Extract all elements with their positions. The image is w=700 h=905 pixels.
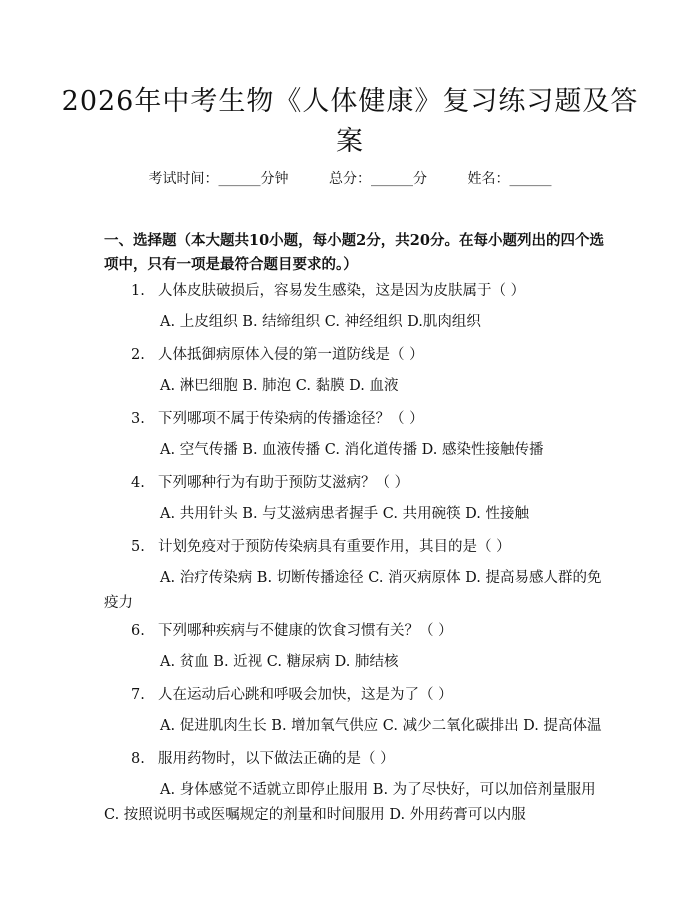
question-number: 1. [131,283,145,299]
question-6 [131,621,604,641]
question-number: 4. [131,475,145,491]
question-text: 计划免疫对于预防传染病具有重要作用，其目的是（ ） [158,539,511,555]
question-number: 3. [131,411,145,427]
question-number: 6. [131,623,145,639]
question-text: 下列哪项不属于传染病的传播途径？（ ） [158,411,424,427]
question-5-options: A. 治疗传染病 B. 切断传播途径 C. 消灭病原体 D. 提高易感人群的免疫力 [104,570,602,611]
question-6-options: A. 贫血 B. 近视 C. 糖尿病 D. 肺结核 [160,654,399,670]
question-7-options: A. 促进肌肉生长 B. 增加氧气供应 C. 减少二氧化碳排出 D. 提高体温 [160,718,602,734]
question-text: 人体抵御病原体入侵的第一道防线是（ ） [158,347,424,363]
question-text: 下列哪种行为有助于预防艾滋病？（ ） [158,475,410,491]
question-2-options: A. 淋巴细胞 B. 肺泡 C. 黏膜 D. 血液 [160,378,399,394]
question-text: 下列哪种疾病与不健康的饮食习惯有关？（ ） [158,623,453,639]
question-4 [131,473,604,493]
question-2 [131,345,604,365]
question-number: 8. [131,751,145,767]
page-title: 2026年中考生物《人体健康》复习练习题及答案 [61,86,639,157]
question-5 [131,537,604,557]
question-3 [131,409,604,429]
exam-time-field: 考试时间：______分钟 [148,171,289,187]
name-field: 姓名：______ [467,171,552,187]
question-text: 人体皮肤破损后，容易发生感染，这是因为皮肤属于（ ） [158,283,526,299]
question-8-options: A. 身体感觉不适就立即停止服用 B. 为了尽快好，可以加倍剂量服用 C. 按照说明书或医嘱规定的剂量和时间服用 D. 外用药膏可以内服 [104,782,596,823]
question-7 [131,685,604,705]
question-1 [131,281,604,301]
question-number: 2. [131,347,145,363]
question-8 [131,749,604,769]
question-1-options: A. 上皮组织 B. 结缔组织 C. 神经组织 D.肌肉组织 [160,314,481,330]
question-text: 人在运动后心跳和呼吸会加快，这是为了（ ） [158,687,453,703]
question-3-options: A. 空气传播 B. 血液传播 C. 消化道传播 D. 感染性接触传播 [160,442,544,458]
question-4-options: A. 共用针头 B. 与艾滋病患者握手 C. 共用碗筷 D. 性接触 [160,506,530,522]
question-text: 服用药物时，以下做法正确的是（ ） [158,751,395,767]
question-number: 7. [131,687,145,703]
exam-meta [0,168,700,188]
total-score-field: 总分：______分 [329,171,427,187]
question-number: 5. [131,539,145,555]
section-heading: 一、选择题（本大题共10小题，每小题2分，共20分。在每小题列出的四个选项中，只有一项是最符合题目要求的。） [104,232,604,273]
